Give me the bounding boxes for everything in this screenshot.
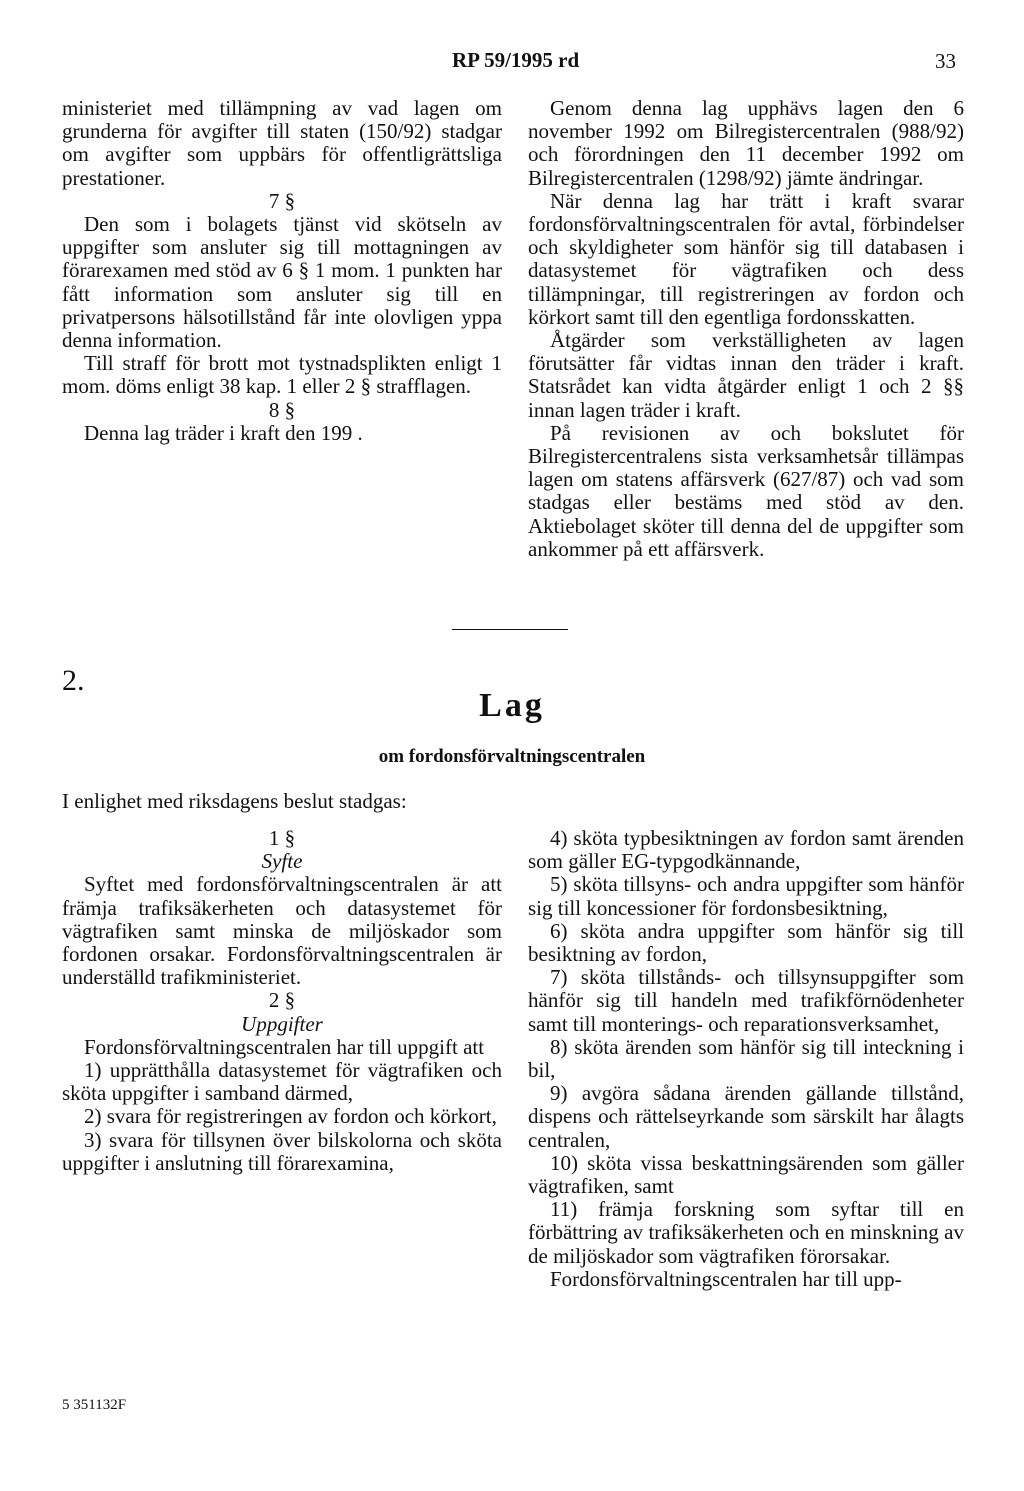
paragraph: Denna lag träder i kraft den 199 . bbox=[84, 420, 363, 445]
header-title: RP 59/1995 rd bbox=[452, 48, 580, 72]
list-item: 4) sköta typbesiktningen av fordon samt ärenden som gäller EG-typgodkännande, bbox=[528, 826, 964, 874]
law-title: Lag bbox=[479, 687, 545, 724]
bottom-right-column bbox=[528, 827, 964, 1291]
list-item: 6) sköta andra uppgifter som hänför sig till besiktning av fordon, bbox=[528, 918, 964, 967]
paragraph: ministeriet med tillämpning av vad lagen om grunderna för avgifter till staten (150/92) stadgar om avgifter som uppbärs för offentligrättsliga prestationer. bbox=[62, 96, 502, 190]
list-item: 8) sköta ärenden som hänför sig till inteckning i bil, bbox=[528, 1034, 964, 1083]
list-item: 9) avgöra sådana ärenden gällande tillstånd, dispens och rättelseyrkande som särskilt har ålagts centralen, bbox=[528, 1081, 964, 1152]
paragraph: Den som i bolagets tjänst vid skötseln av uppgifter som ansluter sig till mottagningen av förarexamen med stöd av 6 § 1 mom. 1 punkten har fått information som ansluter sig till en privatpersons hälsotillstånd får inte olovligen yppa denna information. bbox=[62, 212, 502, 353]
paragraph: Åtgärder som verkställigheten av lagen förutsätter får vidtas innan den träder i kraft. Statsrådet kan vidta åtgärder enligt 1 och 2 §§ innan lagen träder i kraft. bbox=[528, 328, 964, 422]
section-heading-uppgifter: Uppgifter bbox=[241, 1011, 323, 1036]
section-divider bbox=[452, 629, 568, 630]
bottom-left-column bbox=[62, 827, 502, 1175]
section-number-7: 7 § bbox=[268, 188, 296, 213]
list-item: 10) sköta vissa beskattningsärenden som gäller vägtrafiken, samt bbox=[528, 1150, 964, 1199]
section-number-2: 2 § bbox=[268, 988, 296, 1013]
enactment-clause: I enlighet med riksdagens beslut stadgas: bbox=[62, 789, 407, 813]
law-subtitle: om fordonsförvaltningscentralen bbox=[378, 746, 646, 767]
page-number: 33 bbox=[935, 49, 956, 73]
footer-code: 5 351132F bbox=[62, 1397, 127, 1413]
section-number-1: 1 § bbox=[268, 826, 296, 850]
list-item: 5) sköta tillsyns- och andra uppgifter som hänför sig till koncessioner för fordonsbesiktning, bbox=[528, 872, 964, 920]
list-item: 11) främja forskning som syftar till en förbättring av trafiksäkerheten och en minskning av de miljöskador som vägtrafiken förorsakar. bbox=[528, 1197, 964, 1268]
list-item: 7) sköta tillstånds- och tillsynsuppgifter som hänför sig till handeln med trafikförnödenheter samt till monterings- och reparationsverksamhet, bbox=[528, 965, 964, 1036]
list-item: 2) svara för registreringen av fordon och körkort, bbox=[84, 1104, 497, 1129]
section-number-8: 8 § bbox=[268, 397, 296, 422]
paragraph: Syftet med fordonsförvaltningscentralen är att främja trafiksäkerheten och datasystemet för vägtrafiken samt minska de miljöskador som fordonen orsakar. Fordonsförvaltningscentralen är underställd trafikministeriet. bbox=[62, 872, 502, 990]
paragraph: Fordonsförvaltningscentralen har till upp- bbox=[550, 1266, 902, 1291]
list-item: 1) upprätthålla datasystemet för vägtrafiken och sköta uppgifter i samband därmed, bbox=[62, 1058, 502, 1106]
law-number: 2. bbox=[62, 664, 85, 697]
paragraph: När denna lag har trätt i kraft svarar fordonsförvaltningscentralen för avtal, förbindelser och skyldigheter som hänför sig till databasen i datasystemet för vägtrafiken och dess tillämpningar, till registreringen av fordon och körkort samt till den egentliga fordonsskatten. bbox=[528, 188, 964, 329]
paragraph: Genom denna lag upphävs lagen den 6 november 1992 om Bilregistercentralen (988/92) och förordningen den 11 december 1992 om Bilregistercentralen (1298/92) jämte ändringar. bbox=[528, 96, 964, 190]
paragraph: Till straff för brott mot tystnadsplikten enligt 1 mom. döms enligt 38 kap. 1 eller 2 § strafflagen. bbox=[62, 351, 502, 399]
top-left-column bbox=[62, 97, 502, 445]
section-heading-syfte: Syfte bbox=[261, 849, 303, 874]
paragraph: Fordonsförvaltningscentralen har till uppgift att bbox=[84, 1034, 485, 1059]
paragraph: På revisionen av och bokslutet för Bilregistercentralens sista verksamhetsår tillämpas lagen om statens affärsverk (627/87) och vad som stadgas eller bestäms med stöd av den. Aktiebolaget sköter till denna del de uppgifter som ankommer på ett affärsverk. bbox=[528, 420, 964, 561]
top-right-column bbox=[528, 97, 964, 561]
list-item: 3) svara för tillsynen över bilskolorna och sköta uppgifter i anslutning till förarexamina, bbox=[62, 1127, 502, 1175]
